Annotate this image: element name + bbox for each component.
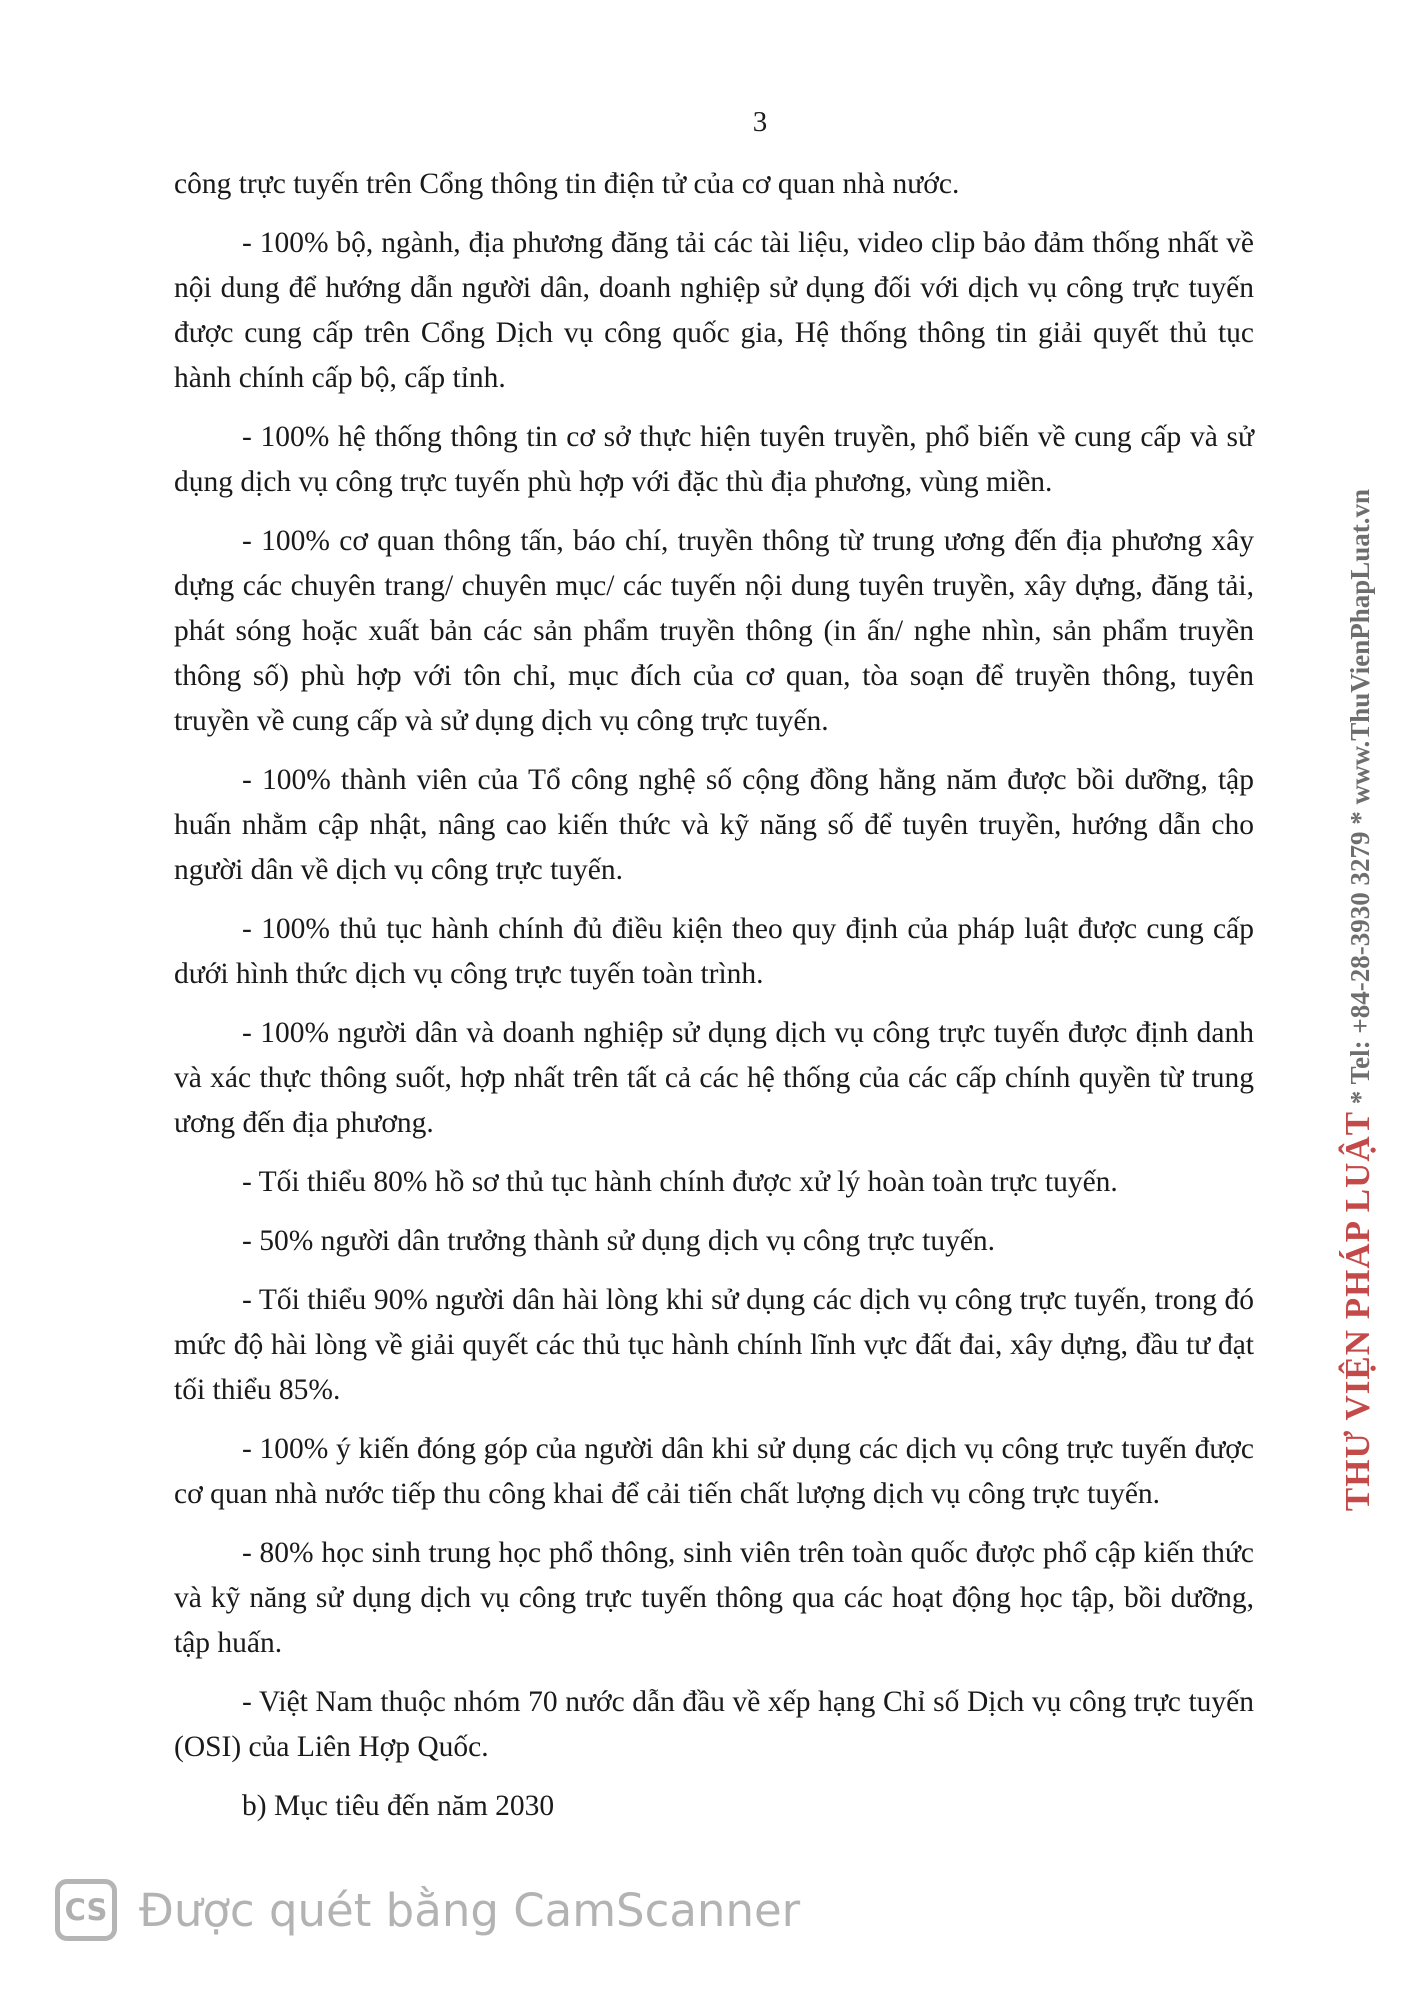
scanner-text: Được quét bằng CamScanner <box>139 1883 801 1937</box>
paragraph: - 50% người dân trưởng thành sử dụng dịch vụ công trực tuyến. <box>242 1225 996 1257</box>
watermark-brand: THƯ VIỆN PHÁP LUẬT <box>1338 1110 1377 1512</box>
watermark-contact: * Tel: +84-28-3930 3279 * www.ThuVienPhapLuat.vn <box>1345 488 1375 1105</box>
paragraph: - Tối thiểu 80% hồ sơ thủ tục hành chính được xử lý hoàn toàn trực tuyến. <box>242 1166 1118 1198</box>
paragraph: công trực tuyến trên Cổng thông tin điện tử của cơ quan nhà nước. <box>174 168 960 200</box>
section-heading: b) Mục tiêu đến năm 2030 <box>242 1790 555 1822</box>
paragraph: - 100% ý kiến đóng góp của người dân khi sử dụng các dịch vụ công trực tuyến được cơ quan nhà nước tiếp thu công khai để cải tiến chất lượng dịch vụ công trực tuyến. <box>174 1433 1254 1510</box>
paragraph: - 100% thủ tục hành chính đủ điều kiện theo quy định của pháp luật được cung cấp dưới hình thức dịch vụ công trực tuyến toàn trình. <box>174 913 1254 990</box>
side-watermark <box>1338 380 1378 1620</box>
paragraph: - 100% bộ, ngành, địa phương đăng tải các tài liệu, video clip bảo đảm thống nhất về nội dung để hướng dẫn người dân, doanh nghiệp sử dụng đối với dịch vụ công trực tuyến được cung cấp trên Cổng Dịch vụ công quốc gia, Hệ thống thông tin giải quyết thủ tục hành chính cấp bộ, cấp tỉnh. <box>174 227 1254 394</box>
camscanner-logo-icon: CS <box>55 1879 117 1941</box>
paragraph: - 100% cơ quan thông tấn, báo chí, truyền thông từ trung ương đến địa phương xây dựng các chuyên trang/ chuyên mục/ các tuyến nội dung tuyên truyền, xây dựng, đăng tải, phát sóng hoặc xuất bản các sản phẩm truyền thông (in ấn/ nghe nhìn, sản phẩm truyền thông số) phù hợp với tôn chỉ, mục đích của cơ quan, tòa soạn để truyền thông, tuyên truyền về cung cấp và sử dụng dịch vụ công trực tuyến. <box>174 525 1254 737</box>
scanner-footer <box>55 1875 800 1945</box>
paragraph: - 100% hệ thống thông tin cơ sở thực hiện tuyên truyền, phổ biến về cung cấp và sử dụng dịch vụ công trực tuyến phù hợp với đặc thù địa phương, vùng miền. <box>174 421 1254 498</box>
paragraph: - 80% học sinh trung học phổ thông, sinh viên trên toàn quốc được phổ cập kiến thức và kỹ năng sử dụng dịch vụ công trực tuyến thông qua các hoạt động học tập, bồi dưỡng, tập huấn. <box>174 1537 1254 1659</box>
paragraph: - Việt Nam thuộc nhóm 70 nước dẫn đầu về xếp hạng Chỉ số Dịch vụ công trực tuyến (OSI) của Liên Hợp Quốc. <box>174 1686 1254 1763</box>
paragraph: - Tối thiểu 90% người dân hài lòng khi sử dụng các dịch vụ công trực tuyến, trong đó mức độ hài lòng về giải quyết các thủ tục hành chính lĩnh vực đất đai, xây dựng, đầu tư đạt tối thiểu 85%. <box>174 1284 1254 1406</box>
page-number: 3 <box>752 106 768 138</box>
document-body <box>174 162 1254 1843</box>
paragraph: - 100% người dân và doanh nghiệp sử dụng dịch vụ công trực tuyến được định danh và xác thực thông suốt, hợp nhất trên tất cả các hệ thống của các cấp chính quyền từ trung ương đến địa phương. <box>174 1017 1254 1139</box>
paragraph: - 100% thành viên của Tổ công nghệ số cộng đồng hằng năm được bồi dưỡng, tập huấn nhằm cập nhật, nâng cao kiến thức và kỹ năng số để tuyên truyền, hướng dẫn cho người dân về dịch vụ công trực tuyến. <box>174 764 1254 886</box>
